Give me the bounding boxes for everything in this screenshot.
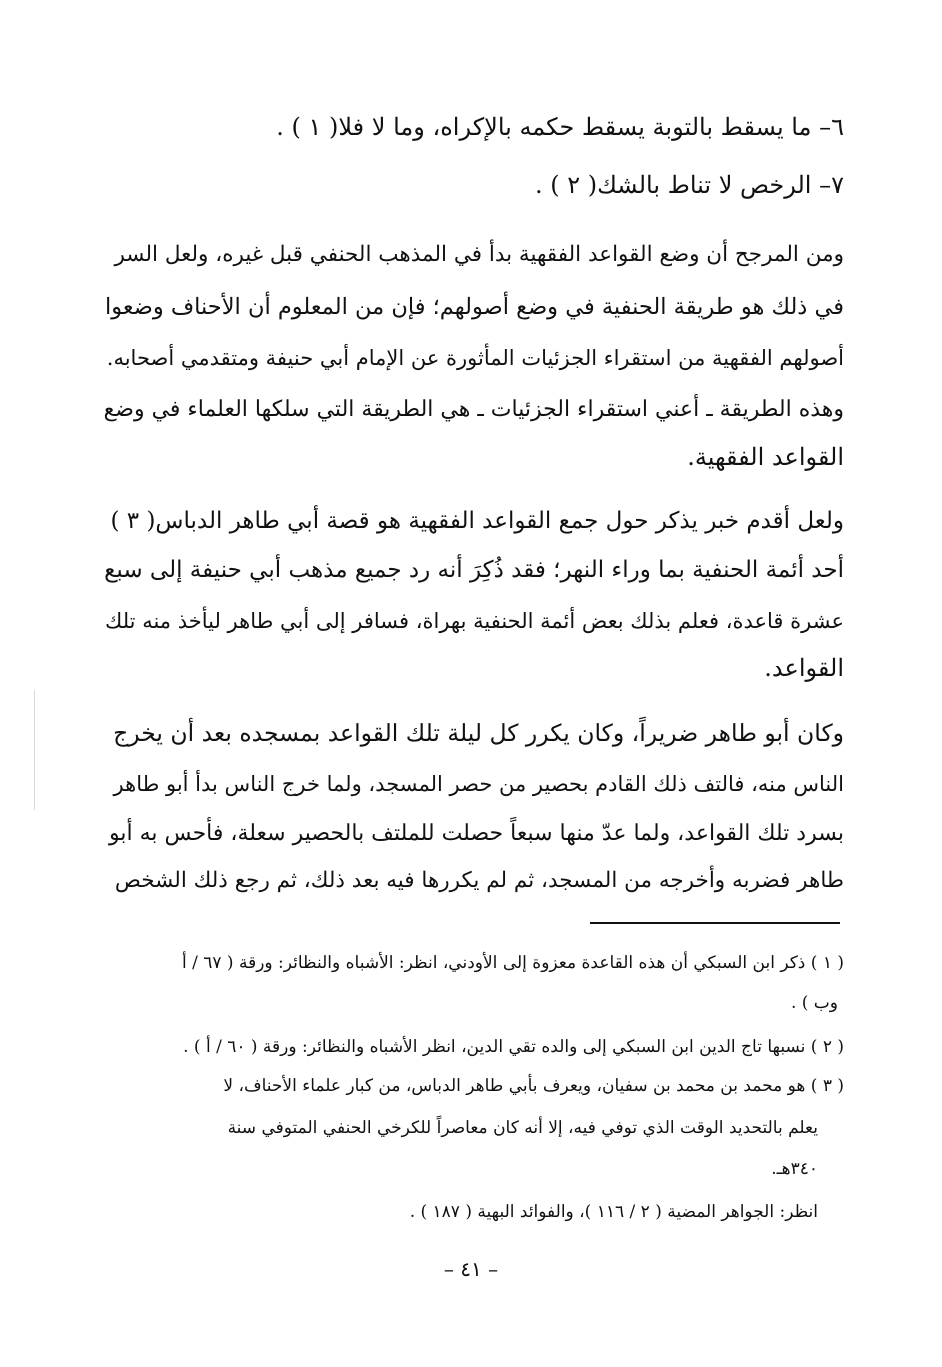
footnote-separator xyxy=(590,922,840,924)
footnote-2: ( ٢ ) نسبها تاج الدين ابن السبكي إلى والده تقي الدين، انظر الأشباه والنظائر: ورقة ( ٦٠ / أ ) . xyxy=(183,1037,844,1057)
footnote-3-line-3: ٣٤٠هـ. xyxy=(771,1159,818,1179)
paragraph-2-line-4: القواعد. xyxy=(764,654,844,682)
footnote-1-line-1: ( ١ ) ذكر ابن السبكي أن هذه القاعدة معزوة إلى الأودني، انظر: الأشباه والنظائر: ورقة ( ٦٧ / أ xyxy=(181,953,844,973)
paragraph-1-line-1: ومن المرجح أن وضع القواعد الفقهية بدأ في المذهب الحنفي قبل غيره، ولعل السر xyxy=(114,242,844,267)
rule-item-7: ٧– الرخص لا تناط بالشك( ٢ ) . xyxy=(534,171,844,199)
rule-item-6: ٦– ما يسقط بالتوبة يسقط حكمه بالإكراه، وما لا فلا( ١ ) . xyxy=(276,113,844,141)
page-number: – ٤١ – xyxy=(443,1257,499,1281)
paragraph-1-line-4: وهذه الطريقة ـ أعني استقراء الجزئيات ـ هي الطريقة التي سلكها العلماء في وضع xyxy=(103,397,844,422)
paragraph-1-line-2: في ذلك هو طريقة الحنفية في وضع أصولهم؛ فإن من المعلوم أن الأحناف وضعوا xyxy=(104,294,844,320)
paragraph-3-line-4: طاهر فضربه وأخرجه من المسجد، ثم لم يكررها فيه بعد ذلك، ثم رجع ذلك الشخص xyxy=(114,868,844,893)
paragraph-3-line-1: وكان أبو طاهر ضريراً، وكان يكرر كل ليلة تلك القواعد بمسجده بعد أن يخرج xyxy=(113,719,844,747)
paragraph-3-line-3: بسرد تلك القواعد، ولما عدّ منها سبعاً حصلت للملتف بالحصير سعلة، فأحس به أبو xyxy=(109,821,844,846)
footnote-3-line-1: ( ٣ ) هو محمد بن محمد بن سفيان، ويعرف بأبي طاهر الدباس، من كبار علماء الأحناف، لا xyxy=(223,1076,844,1096)
paragraph-1-line-5: القواعد الفقهية. xyxy=(687,443,844,471)
paragraph-3-line-2: الناس منه، فالتف ذلك القادم بحصير من حصر المسجد، ولما خرج الناس بدأ أبو طاهر xyxy=(113,772,844,796)
paragraph-2-line-3: عشرة قاعدة، فعلم بذلك بعض أئمة الحنفية بهراة، فسافر إلى أبي طاهر ليأخذ منه تلك xyxy=(105,609,844,633)
paragraph-1-line-3: أصولهم الفقهية من استقراء الجزئيات المأثورة عن الإمام أبي حنيفة ومتقدمي أصحابه. xyxy=(106,346,844,370)
footnote-1-line-2: وب ) . xyxy=(790,993,838,1013)
paragraph-2-line-2: أحد أئمة الحنفية بما وراء النهر؛ فقد ذُكِرَ أنه رد جميع مذهب أبي حنيفة إلى سبع xyxy=(104,557,844,583)
footnote-3-line-4: انظر: الجواهر المضية ( ٢ / ١١٦ )، والفوائد البهية ( ١٨٧ ) . xyxy=(409,1202,818,1222)
footnote-3-line-2: يعلم بالتحديد الوقت الذي توفي فيه، إلا أنه كان معاصراً للكرخي الحنفي المتوفي سنة xyxy=(227,1118,818,1138)
paragraph-2-line-1: ولعل أقدم خبر يذكر حول جمع القواعد الفقهية هو قصة أبي طاهر الدباس( ٣ ) xyxy=(110,508,844,534)
margin-mark xyxy=(34,690,35,810)
